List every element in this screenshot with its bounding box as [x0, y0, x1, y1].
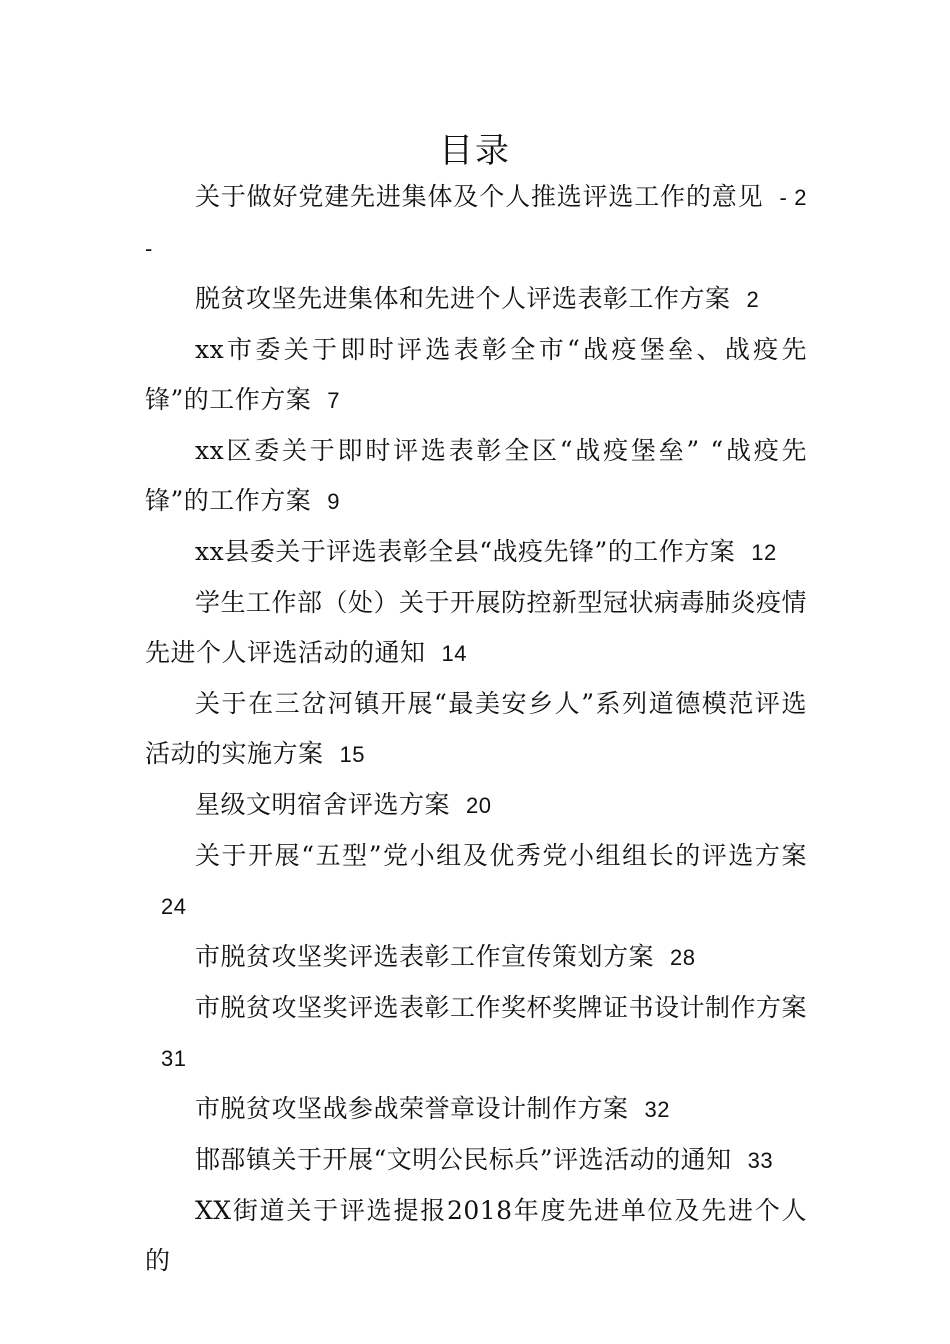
toc-entry-page: 20	[466, 793, 492, 818]
toc-entry-title: xx市委关于即时评选表彰全市“战疫堡垒、战疫先锋”的工作方案	[145, 335, 807, 414]
toc-entry-page: 7	[327, 388, 341, 413]
toc-entry-page: 32	[644, 1097, 670, 1122]
toc-entry-title: 邯郚镇关于开展“文明公民标兵”评选活动的通知	[195, 1145, 732, 1174]
toc-entry-title: 市脱贫攻坚奖评选表彰工作奖杯奖牌证书设计制作方案	[195, 993, 808, 1022]
toc-entry-title: 市脱贫攻坚奖评选表彰工作宣传策划方案	[195, 942, 655, 971]
toc-entry	[145, 1135, 807, 1186]
toc-entry	[145, 325, 807, 426]
toc-entry-page: 15	[339, 742, 365, 767]
toc-entry	[145, 527, 807, 578]
toc-entry-title: 关于开展“五型”党小组及优秀党小组组长的评选方案	[195, 841, 807, 870]
toc-entry-page: - 2 -	[145, 185, 807, 261]
toc-entry-title: 关于做好党建先进集体及个人推选评选工作的意见	[195, 182, 764, 211]
toc-entry-page: 9	[327, 489, 341, 514]
toc-entry-title: 学生工作部（处）关于开展防控新型冠状病毒肺炎疫情先进个人评选活动的通知	[145, 588, 808, 667]
toc-entry-page: 14	[441, 641, 467, 666]
toc-entry-title: 脱贫攻坚先进集体和先进个人评选表彰工作方案	[195, 284, 731, 313]
toc-entry-page: 2	[746, 287, 760, 312]
toc-entry-page: 12	[751, 540, 777, 565]
toc-entry	[145, 932, 807, 983]
toc-entry-title: 星级文明宿舍评选方案	[195, 790, 451, 819]
toc-entry-title: xx区委关于即时评选表彰全区“战疫堡垒” “战疫先锋”的工作方案	[145, 436, 807, 515]
toc-list	[145, 172, 807, 1287]
toc-entry-title: 市脱贫攻坚战参战荣誉章设计制作方案	[195, 1094, 629, 1123]
toc-entry	[145, 274, 807, 325]
toc-entry	[145, 578, 807, 679]
toc-entry-page: 24	[161, 894, 187, 919]
toc-entry-title: XX街道关于评选提报2018年度先进单位及先进个人的	[145, 1196, 807, 1275]
toc-entry-title: xx县委关于评选表彰全县“战疫先锋”的工作方案	[195, 537, 736, 566]
toc-entry	[145, 983, 807, 1084]
toc-entry-page: 28	[670, 945, 696, 970]
toc-entry	[145, 1084, 807, 1135]
toc-entry	[145, 1186, 807, 1287]
toc-entry-page: 33	[747, 1148, 774, 1173]
toc-entry-page: 31	[161, 1046, 187, 1071]
toc-title: 目录	[439, 131, 511, 171]
toc-entry	[145, 831, 807, 932]
toc-entry	[145, 172, 807, 274]
toc-entry	[145, 426, 807, 527]
toc-entry	[145, 679, 807, 780]
toc-entry	[145, 780, 807, 831]
toc-entry-title: 关于在三岔河镇开展“最美安乡人”系列道德模范评选活动的实施方案	[145, 689, 807, 768]
